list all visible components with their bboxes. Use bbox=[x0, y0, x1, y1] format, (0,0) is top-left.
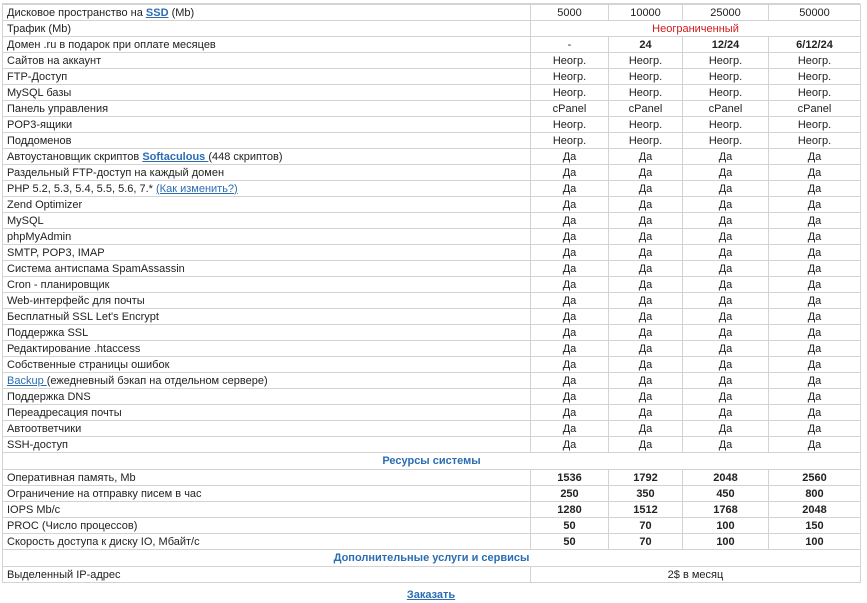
table-row bbox=[3, 486, 861, 502]
cell-value: Неогр. bbox=[531, 133, 609, 149]
section-header-resources bbox=[3, 453, 861, 470]
table-row bbox=[3, 229, 861, 245]
table-row bbox=[3, 534, 861, 550]
softaculous-link[interactable]: Softaculous bbox=[142, 150, 209, 163]
cell-value: 2048 bbox=[683, 470, 769, 486]
cell-value: Неогр. bbox=[531, 117, 609, 133]
cell-value: Да bbox=[531, 293, 609, 309]
cell-value: 100 bbox=[769, 534, 861, 550]
cell-value: Да bbox=[683, 229, 769, 245]
row-label: MySQL bbox=[3, 213, 531, 229]
order-row bbox=[2, 583, 860, 603]
row-label: IOPS Mb/c bbox=[3, 502, 531, 518]
table-row bbox=[3, 470, 861, 486]
cell-value: 12/24 bbox=[683, 37, 769, 53]
cell-value: Неогр. bbox=[683, 117, 769, 133]
table-row-domain bbox=[3, 37, 861, 53]
cell-value: cPanel bbox=[769, 101, 861, 117]
row-label-text: PHP 5.2, 5.3, 5.4, 5.5, 5.6, 7.* bbox=[7, 182, 157, 195]
table-row-softaculous bbox=[3, 149, 861, 165]
section-title: Ресурсы системы bbox=[3, 453, 861, 470]
cell-value: Да bbox=[683, 293, 769, 309]
cell-value: 100 bbox=[683, 534, 769, 550]
table-row bbox=[3, 69, 861, 85]
cell-value: cPanel bbox=[609, 101, 683, 117]
cell-value: Да bbox=[683, 325, 769, 341]
cell-value: Да bbox=[531, 277, 609, 293]
cell-value: Да bbox=[769, 277, 861, 293]
cell-value: Неогр. bbox=[609, 133, 683, 149]
cell-value: Неогр. bbox=[683, 85, 769, 101]
cell-value: Да bbox=[683, 421, 769, 437]
cell-value: Да bbox=[769, 149, 861, 165]
php-change-link[interactable]: (Как изменить?) bbox=[156, 182, 238, 195]
cell-value: 2560 bbox=[769, 470, 861, 486]
cell-value: Да bbox=[531, 197, 609, 213]
cell-value: Да bbox=[609, 405, 683, 421]
cell-value: Да bbox=[609, 437, 683, 453]
row-label: Оперативная память, Mb bbox=[3, 470, 531, 486]
row-label: Автоответчики bbox=[3, 421, 531, 437]
cell-value: Да bbox=[683, 197, 769, 213]
cell-value: Да bbox=[531, 149, 609, 165]
table-row bbox=[3, 325, 861, 341]
cell-value: Да bbox=[769, 341, 861, 357]
cell-value: Да bbox=[609, 197, 683, 213]
cell-value: Неогр. bbox=[609, 85, 683, 101]
table-row-backup bbox=[3, 373, 861, 389]
ssd-link[interactable]: SSD bbox=[145, 6, 169, 19]
cell-value: cPanel bbox=[683, 101, 769, 117]
table-row bbox=[3, 277, 861, 293]
pricing-table-container bbox=[2, 0, 860, 603]
row-label: Скорость доступа к диску IO, Мбайт/с bbox=[3, 534, 531, 550]
cell-value: Да bbox=[609, 341, 683, 357]
table-row bbox=[3, 502, 861, 518]
table-row bbox=[3, 117, 861, 133]
table-row bbox=[3, 357, 861, 373]
cell-value: 1768 bbox=[683, 502, 769, 518]
table-row bbox=[3, 245, 861, 261]
row-label: Cron - планировщик bbox=[3, 277, 531, 293]
row-label: Бесплатный SSL Let's Encrypt bbox=[3, 309, 531, 325]
cell-value: Неогр. bbox=[769, 117, 861, 133]
cell-value: 10000 bbox=[609, 5, 683, 21]
cell-value: Да bbox=[683, 245, 769, 261]
table-row bbox=[3, 293, 861, 309]
traffic-value: Неограниченный bbox=[531, 21, 861, 37]
section-header-extras bbox=[3, 550, 861, 567]
order-link[interactable]: Заказать bbox=[406, 589, 456, 601]
table-row bbox=[3, 53, 861, 69]
resource-rows bbox=[3, 470, 861, 550]
row-label bbox=[3, 5, 531, 21]
table-row-disk bbox=[3, 5, 861, 21]
row-label-text: Дисковое пространство на bbox=[7, 6, 146, 19]
row-label: phpMyAdmin bbox=[3, 229, 531, 245]
cell-value: Да bbox=[769, 261, 861, 277]
row-label-text: Автоустановщик скриптов bbox=[7, 150, 143, 163]
cell-value: Неогр. bbox=[769, 133, 861, 149]
cell-value: 50 bbox=[531, 534, 609, 550]
cell-value: Да bbox=[769, 405, 861, 421]
cell-value: Да bbox=[683, 405, 769, 421]
cell-value: 50 bbox=[531, 518, 609, 534]
cell-value: Неогр. bbox=[531, 85, 609, 101]
table-row-php bbox=[3, 181, 861, 197]
row-label: PROC (Число процессов) bbox=[3, 518, 531, 534]
table-row bbox=[3, 309, 861, 325]
cell-value: Да bbox=[769, 421, 861, 437]
cell-value: 70 bbox=[609, 518, 683, 534]
cell-value: Да bbox=[769, 229, 861, 245]
cell-value: Да bbox=[609, 325, 683, 341]
cell-value: Да bbox=[609, 229, 683, 245]
cell-value: Да bbox=[531, 213, 609, 229]
cell-value: Да bbox=[609, 277, 683, 293]
cell-value: Да bbox=[683, 437, 769, 453]
row-label: Web-интерфейс для почты bbox=[3, 293, 531, 309]
cell-value: Да bbox=[531, 389, 609, 405]
cell-value: Да bbox=[683, 149, 769, 165]
row-label: Трафик (Mb) bbox=[3, 21, 531, 37]
cell-value: Да bbox=[531, 421, 609, 437]
ip-price: 2$ в месяц bbox=[531, 567, 861, 583]
section-title: Дополнительные услуги и сервисы bbox=[3, 550, 861, 567]
table-row-traffic bbox=[3, 21, 861, 37]
cell-value: Да bbox=[531, 357, 609, 373]
cell-value: 70 bbox=[609, 534, 683, 550]
table-row bbox=[3, 261, 861, 277]
row-label: Система антиспама SpamAssassin bbox=[3, 261, 531, 277]
cell-value: Да bbox=[609, 149, 683, 165]
cell-value: 100 bbox=[683, 518, 769, 534]
cell-value: Да bbox=[769, 373, 861, 389]
cell-value: Да bbox=[531, 165, 609, 181]
cell-value: Неогр. bbox=[531, 53, 609, 69]
cell-value: Неогр. bbox=[683, 133, 769, 149]
cell-value: Да bbox=[769, 165, 861, 181]
row-label: Ограничение на отправку писем в час bbox=[3, 486, 531, 502]
table-row-ip bbox=[3, 567, 861, 583]
cell-value: Да bbox=[769, 437, 861, 453]
cell-value: Да bbox=[609, 165, 683, 181]
cell-value: cPanel bbox=[531, 101, 609, 117]
table-row bbox=[3, 197, 861, 213]
cell-value: Да bbox=[683, 357, 769, 373]
cell-value: Да bbox=[531, 245, 609, 261]
table-row bbox=[3, 101, 861, 117]
cell-value: 1536 bbox=[531, 470, 609, 486]
row-label: Редактирование .htaccess bbox=[3, 341, 531, 357]
row-label: Поддержка SSL bbox=[3, 325, 531, 341]
cell-value: Да bbox=[609, 309, 683, 325]
cell-value: Неогр. bbox=[609, 69, 683, 85]
cell-value: 800 bbox=[769, 486, 861, 502]
cell-value: Да bbox=[531, 229, 609, 245]
cell-value: 1792 bbox=[609, 470, 683, 486]
cell-value: Да bbox=[683, 213, 769, 229]
cell-value: Да bbox=[769, 293, 861, 309]
row-label: Zend Optimizer bbox=[3, 197, 531, 213]
cell-value: Да bbox=[683, 373, 769, 389]
cell-value: Неогр. bbox=[769, 85, 861, 101]
cell-value: 5000 bbox=[531, 5, 609, 21]
cell-value: Да bbox=[531, 437, 609, 453]
cell-value: Да bbox=[531, 325, 609, 341]
row-label bbox=[3, 181, 531, 197]
row-label: MySQL базы bbox=[3, 85, 531, 101]
row-label: Домен .ru в подарок при оплате месяцев bbox=[3, 37, 531, 53]
cell-value: Да bbox=[769, 197, 861, 213]
cell-value: Да bbox=[769, 389, 861, 405]
cell-value: Да bbox=[609, 421, 683, 437]
cell-value: Да bbox=[769, 181, 861, 197]
cell-value: Да bbox=[769, 325, 861, 341]
row-label-suffix: (ежедневный бэкап на отдельном сервере) bbox=[46, 374, 268, 387]
table-row bbox=[3, 405, 861, 421]
cell-value: Да bbox=[683, 165, 769, 181]
table-row bbox=[3, 85, 861, 101]
row-label: Сайтов на аккаунт bbox=[3, 53, 531, 69]
row-label: FTP-Доступ bbox=[3, 69, 531, 85]
cell-value: Неогр. bbox=[769, 53, 861, 69]
row-label: SSH-доступ bbox=[3, 437, 531, 453]
cell-value: Да bbox=[609, 293, 683, 309]
cell-value: Да bbox=[683, 389, 769, 405]
cell-value: 6/12/24 bbox=[769, 37, 861, 53]
cell-value: Да bbox=[683, 341, 769, 357]
cell-value: Да bbox=[531, 373, 609, 389]
cell-value: Неогр. bbox=[609, 53, 683, 69]
cell-value: Неогр. bbox=[609, 117, 683, 133]
cell-value: Да bbox=[531, 309, 609, 325]
cell-value: 350 bbox=[609, 486, 683, 502]
table-row-ftp-split bbox=[3, 165, 861, 181]
cell-value: Да bbox=[609, 213, 683, 229]
cell-value: 1280 bbox=[531, 502, 609, 518]
cell-value: Неогр. bbox=[531, 69, 609, 85]
cell-value: Да bbox=[769, 245, 861, 261]
table-row bbox=[3, 518, 861, 534]
table-row bbox=[3, 421, 861, 437]
cell-value: Да bbox=[683, 277, 769, 293]
cell-value: 150 bbox=[769, 518, 861, 534]
cell-value: Да bbox=[531, 181, 609, 197]
cell-value: Неогр. bbox=[683, 53, 769, 69]
table-row bbox=[3, 341, 861, 357]
cell-value: 2048 bbox=[769, 502, 861, 518]
table-row bbox=[3, 389, 861, 405]
row-label: POP3-ящики bbox=[3, 117, 531, 133]
cell-value: Да bbox=[609, 357, 683, 373]
cell-value: Да bbox=[769, 213, 861, 229]
row-label: Переадресация почты bbox=[3, 405, 531, 421]
cell-value: 25000 bbox=[683, 5, 769, 21]
cell-value: Да bbox=[683, 309, 769, 325]
cell-value: Да bbox=[683, 261, 769, 277]
row-label: Панель управления bbox=[3, 101, 531, 117]
cell-value: Да bbox=[683, 181, 769, 197]
cell-value: 450 bbox=[683, 486, 769, 502]
cell-value: 50000 bbox=[769, 5, 861, 21]
cell-value: Да bbox=[531, 405, 609, 421]
row-label: SMTP, POP3, IMAP bbox=[3, 245, 531, 261]
cell-value: 1512 bbox=[609, 502, 683, 518]
cell-value: Да bbox=[609, 389, 683, 405]
feature-rows-a bbox=[3, 197, 861, 373]
row-label: Поддоменов bbox=[3, 133, 531, 149]
row-label bbox=[3, 373, 531, 389]
cell-value: Неогр. bbox=[769, 69, 861, 85]
pricing-table bbox=[2, 4, 861, 583]
row-label bbox=[3, 149, 531, 165]
row-label-suffix: (448 скриптов) bbox=[208, 150, 283, 163]
cell-value: Да bbox=[769, 309, 861, 325]
cell-value: Да bbox=[769, 357, 861, 373]
row-label: Собственные страницы ошибок bbox=[3, 357, 531, 373]
cell-value: - bbox=[531, 37, 609, 53]
table-row bbox=[3, 133, 861, 149]
backup-link[interactable]: Backup bbox=[7, 374, 47, 387]
cell-value: 24 bbox=[609, 37, 683, 53]
row-label: Выделенный IP-адрес bbox=[3, 567, 531, 583]
cell-value: Да bbox=[531, 341, 609, 357]
row-label: Поддержка DNS bbox=[3, 389, 531, 405]
table-row bbox=[3, 437, 861, 453]
cell-value: Да bbox=[609, 181, 683, 197]
row-label-suffix: (Mb) bbox=[168, 6, 195, 19]
basic-rows bbox=[3, 53, 861, 149]
cell-value: 250 bbox=[531, 486, 609, 502]
table-row bbox=[3, 213, 861, 229]
feature-rows-b bbox=[3, 389, 861, 453]
cell-value: Да bbox=[531, 261, 609, 277]
row-label: Раздельный FTP-доступ на каждый домен bbox=[3, 165, 531, 181]
cell-value: Неогр. bbox=[683, 69, 769, 85]
cell-value: Да bbox=[609, 373, 683, 389]
cell-value: Да bbox=[609, 245, 683, 261]
cell-value: Да bbox=[609, 261, 683, 277]
